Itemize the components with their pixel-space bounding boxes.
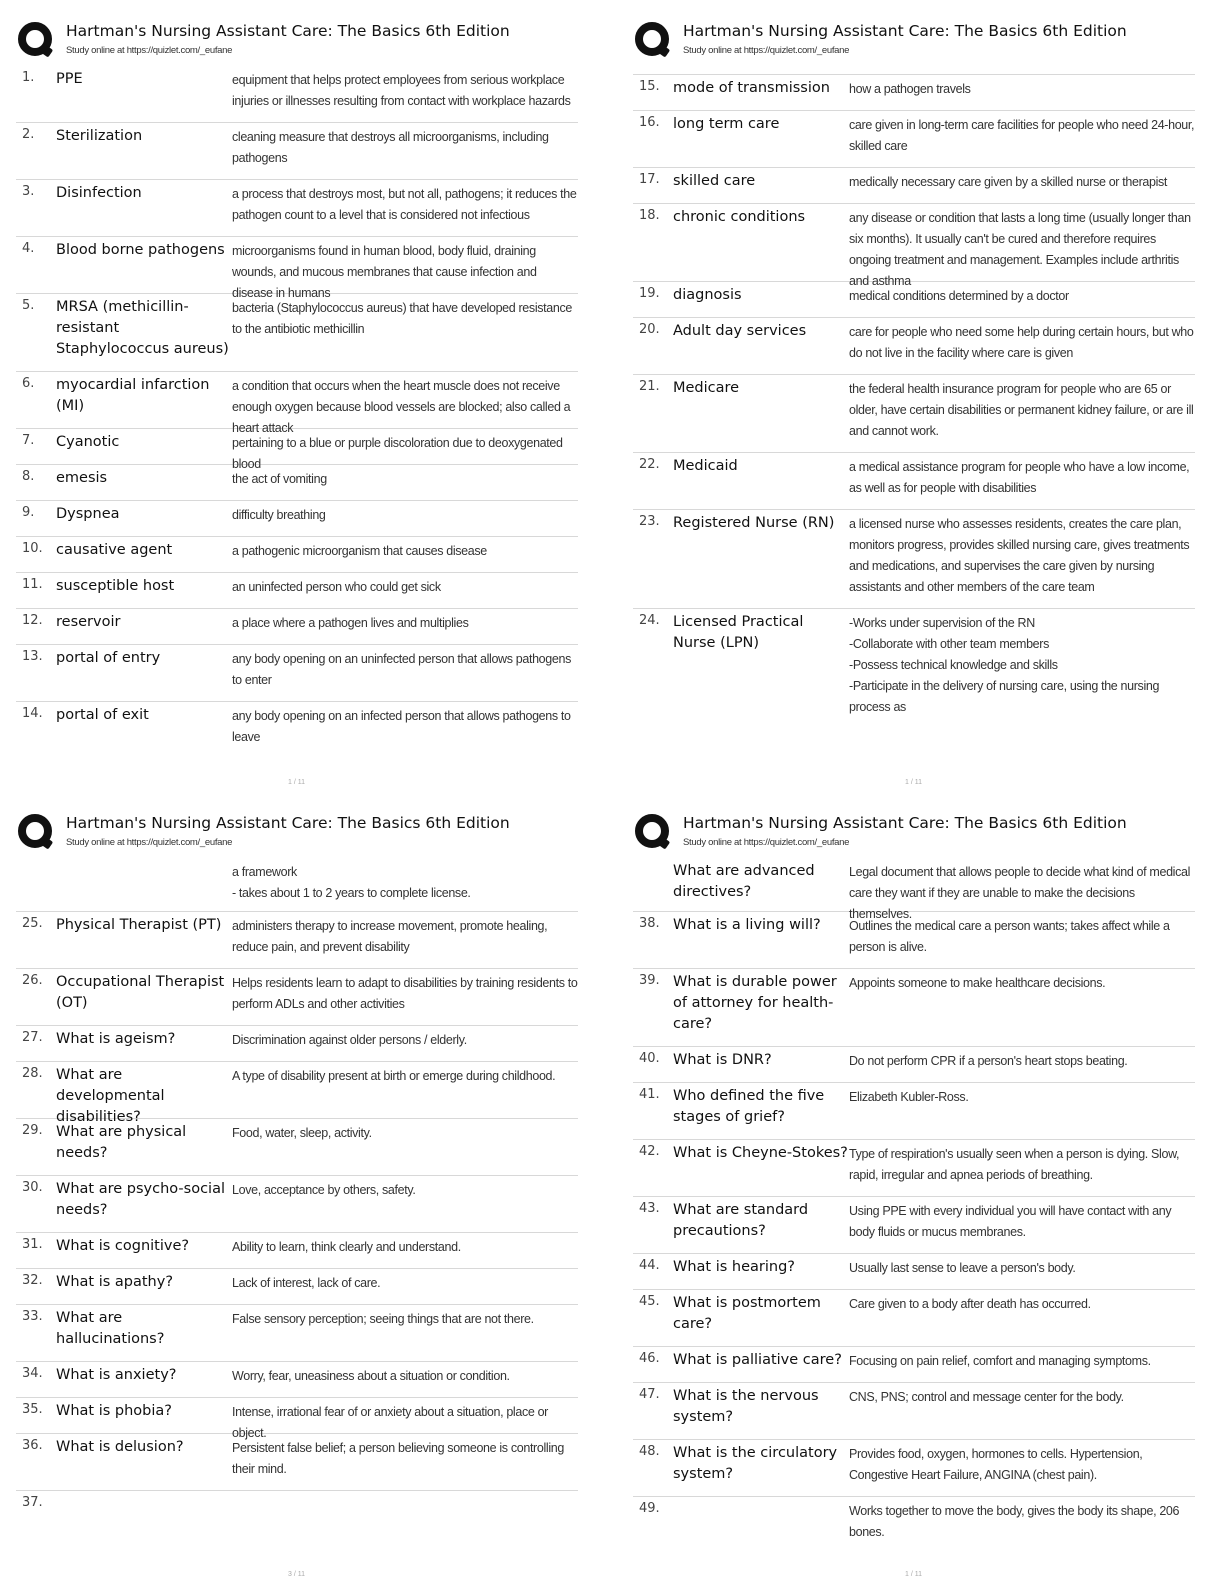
flashcard-list	[633, 66, 1195, 714]
quizlet-logo-icon	[635, 814, 671, 850]
card-number: 19.	[639, 286, 660, 301]
card-term: What is ageism?	[56, 1031, 176, 1047]
flashcard-row	[633, 1197, 1195, 1254]
card-number: 3.	[22, 184, 35, 199]
page-number: 1 / 11	[288, 779, 305, 786]
flashcard-row	[16, 465, 578, 501]
card-term: What are advanced directives?	[673, 863, 815, 900]
card-term: What is cognitive?	[56, 1238, 190, 1254]
study-online-link[interactable]: Study online at https://quizlet.com/_eufane	[66, 837, 233, 848]
card-definition: A type of disability present at birth or emerge during childhood.	[232, 1069, 556, 1083]
card-definition: pertaining to a blue or purple discoloration due to deoxygenated blood	[232, 436, 563, 471]
card-number: 33.	[22, 1309, 43, 1324]
card-number: 20.	[639, 322, 660, 337]
card-number: 37.	[22, 1495, 43, 1510]
card-definition: Care given to a body after death has occurred.	[849, 1297, 1091, 1311]
card-term: Disinfection	[56, 185, 142, 201]
card-term: mode of transmission	[673, 80, 830, 96]
card-number: 34.	[22, 1366, 43, 1381]
card-definition: Helps residents learn to adapt to disabilities by training residents to perform ADLs and other activities	[232, 976, 578, 1011]
card-term: What are hallucinations?	[56, 1310, 165, 1347]
card-definition: Appoints someone to make healthcare decisions.	[849, 976, 1106, 990]
card-term: Sterilization	[56, 128, 143, 144]
flashcard-row	[633, 1254, 1195, 1290]
card-definition: Ability to learn, think clearly and understand.	[232, 1240, 461, 1254]
card-term: Registered Nurse (RN)	[673, 515, 835, 531]
card-number: 8.	[22, 469, 35, 484]
card-term: MRSA (methicillin-resistant Staphylococcus aureus)	[56, 299, 229, 357]
card-number: 14.	[22, 706, 43, 721]
card-number: 18.	[639, 208, 660, 223]
card-number: 7.	[22, 433, 35, 448]
top-divider	[633, 66, 1195, 75]
card-number: 47.	[639, 1387, 660, 1402]
flashcard-row	[16, 123, 578, 180]
card-number: 38.	[639, 916, 660, 931]
flashcard-list	[16, 66, 578, 744]
card-term: chronic conditions	[673, 209, 806, 225]
card-definition: microorganisms found in human blood, body fluid, draining wounds, and mucous membranes that cause infection and disease in humans	[232, 244, 537, 300]
card-number: 12.	[22, 613, 43, 628]
card-definition: difficulty breathing	[232, 508, 326, 522]
card-term: Who defined the five stages of grief?	[673, 1088, 825, 1125]
card-term: What is postmortem care?	[673, 1295, 821, 1332]
card-definition: Lack of interest, lack of care.	[232, 1276, 381, 1290]
card-term: portal of exit	[56, 707, 149, 723]
card-term: Licensed Practical Nurse (LPN)	[673, 614, 804, 651]
card-number: 23.	[639, 514, 660, 529]
document-title: Hartman's Nursing Assistant Care: The Basics 6th Edition	[66, 22, 510, 40]
card-term: What is hearing?	[673, 1259, 795, 1275]
flashcard-row	[16, 702, 578, 744]
flashcard-row	[16, 1434, 578, 1491]
card-definition: administers therapy to increase movement, promote healing, reduce pain, and prevent disability	[232, 919, 548, 954]
flashcard-list	[16, 858, 578, 1539]
card-term: What is apathy?	[56, 1274, 174, 1290]
card-number: 5.	[22, 298, 35, 313]
document-title: Hartman's Nursing Assistant Care: The Basics 6th Edition	[683, 814, 1127, 832]
card-term: PPE	[56, 71, 83, 87]
card-definition: care given in long-term care facilities for people who need 24-hour, skilled care	[849, 118, 1195, 153]
card-term: What are physical needs?	[56, 1124, 187, 1161]
quizlet-logo-icon	[635, 22, 671, 58]
study-online-link[interactable]: Study online at https://quizlet.com/_eufane	[683, 45, 850, 56]
flashcard-row	[633, 111, 1195, 168]
card-term: Medicaid	[673, 458, 738, 474]
document-title: Hartman's Nursing Assistant Care: The Basics 6th Edition	[683, 22, 1127, 40]
quizlet-logo-icon	[18, 814, 54, 850]
card-number: 28.	[22, 1066, 43, 1081]
card-number: 2.	[22, 127, 35, 142]
card-definition: Usually last sense to leave a person's body.	[849, 1261, 1076, 1275]
card-definition: a licensed nurse who assesses residents, creates the care plan, monitors progress, provides skilled nursing care, gives treatments and medications, and supervises the care given by nursing assistants and other members of the care team	[849, 517, 1190, 594]
card-number: 44.	[639, 1258, 660, 1273]
card-term: portal of entry	[56, 650, 161, 666]
card-number: 41.	[639, 1087, 660, 1102]
card-term: What is a living will?	[673, 917, 821, 933]
flashcard-row	[16, 1305, 578, 1362]
card-number: 30.	[22, 1180, 43, 1195]
card-definition: equipment that helps protect employees from serious workplace injuries or illnesses resulting from contact with workplace hazards	[232, 73, 571, 108]
card-number: 48.	[639, 1444, 660, 1459]
card-number: 9.	[22, 505, 35, 520]
card-definition: the federal health insurance program for people who are 65 or older, have certain disabilities or permanent kidney failure, or are ill and cannot work.	[849, 382, 1194, 438]
flashcard-row	[633, 1047, 1195, 1083]
card-term: What is delusion?	[56, 1439, 184, 1455]
page-4	[633, 812, 1213, 1582]
card-definition: Worry, fear, uneasiness about a situation or condition.	[232, 1369, 510, 1383]
flashcard-row	[16, 501, 578, 537]
page-header	[16, 812, 596, 858]
card-term: What are psycho-social needs?	[56, 1181, 225, 1218]
card-definition: Discrimination against older persons / elderly.	[232, 1033, 467, 1047]
flashcard-row	[16, 1233, 578, 1269]
flashcard-row	[16, 1398, 578, 1440]
flashcard-row	[16, 1026, 578, 1062]
card-definition: Love, acceptance by others, safety.	[232, 1183, 416, 1197]
card-definition: any body opening on an uninfected person that allows pathogens to enter	[232, 652, 571, 687]
card-definition: Food, water, sleep, activity.	[232, 1126, 372, 1140]
flashcard-row	[16, 645, 578, 702]
card-term: susceptible host	[56, 578, 175, 594]
card-number: 49.	[639, 1501, 660, 1516]
card-definition: -Works under supervision of the RN -Collaborate with other team members -Possess technical knowledge and skills -Participate in the delivery of nursing care, using the nursing process as	[849, 616, 1160, 714]
page-header	[16, 20, 596, 66]
card-number: 25.	[22, 916, 43, 931]
flashcard-row	[16, 609, 578, 645]
flashcard-row	[16, 1362, 578, 1398]
flashcard-row	[16, 66, 578, 123]
card-term: Cyanotic	[56, 434, 120, 450]
card-term: What are standard precautions?	[673, 1202, 809, 1239]
card-term: What is phobia?	[56, 1403, 172, 1419]
card-definition: Do not perform CPR if a person's heart stops beating.	[849, 1054, 1128, 1068]
card-term: Occupational Therapist (OT)	[56, 974, 225, 1011]
page-number: 1 / 11	[905, 779, 922, 786]
flashcard-row	[633, 912, 1195, 969]
card-term: Medicare	[673, 380, 740, 396]
page-3	[16, 812, 596, 1582]
card-term: long term care	[673, 116, 780, 132]
study-online-link[interactable]: Study online at https://quizlet.com/_eufane	[66, 45, 233, 56]
card-term: reservoir	[56, 614, 121, 630]
card-term: diagnosis	[673, 287, 742, 303]
study-online-link[interactable]: Study online at https://quizlet.com/_eufane	[683, 837, 850, 848]
card-number: 26.	[22, 973, 43, 988]
card-number: 29.	[22, 1123, 43, 1138]
card-number: 6.	[22, 376, 35, 391]
flashcard-row	[16, 1062, 578, 1125]
page-1	[16, 20, 596, 790]
card-number: 43.	[639, 1201, 660, 1216]
card-definition: Elizabeth Kubler-Ross.	[849, 1090, 969, 1104]
card-number: 27.	[22, 1030, 43, 1045]
card-definition: Provides food, oxygen, hormones to cells. Hypertension, Congestive Heart Failure, ANGINA (chest pain).	[849, 1447, 1143, 1482]
flashcard-row	[633, 168, 1195, 204]
card-definition: bacteria (Staphylococcus aureus) that have developed resistance to the antibiotic methicillin	[232, 301, 572, 336]
card-number: 15.	[639, 79, 660, 94]
card-definition: any disease or condition that lasts a long time (usually longer than six months). It usually can't be cured and therefore requires ongoing treatment and management. Examples include arthritis and asthma	[849, 211, 1191, 288]
card-term: What is the circulatory system?	[673, 1445, 838, 1482]
card-number: 24.	[639, 613, 660, 628]
card-term: emesis	[56, 470, 108, 486]
card-definition: medically necessary care given by a skilled nurse or therapist	[849, 175, 1168, 189]
document-title: Hartman's Nursing Assistant Care: The Basics 6th Edition	[66, 814, 510, 832]
page-header	[633, 20, 1213, 66]
flashcard-row	[16, 912, 578, 969]
card-definition: CNS, PNS; control and message center for the body.	[849, 1390, 1124, 1404]
flashcard-row	[633, 375, 1195, 453]
card-definition: how a pathogen travels	[849, 82, 971, 96]
card-term: causative agent	[56, 542, 173, 558]
card-term: Blood borne pathogens	[56, 242, 225, 258]
card-definition: Intense, irrational fear of or anxiety about a situation, place or object.	[232, 1405, 548, 1440]
flashcard-row	[633, 1083, 1195, 1140]
quizlet-logo-icon	[18, 22, 54, 58]
card-definition: medical conditions determined by a doctor	[849, 289, 1069, 303]
flashcard-row	[16, 180, 578, 237]
card-definition: a medical assistance program for people who have a low income, as well as for people with disabilities	[849, 460, 1190, 495]
card-definition: Legal document that allows people to decide what kind of medical care they want if they are unable to make the decisions themselves.	[849, 865, 1191, 921]
card-definition: Works together to move the body, gives the body its shape, 206 bones.	[849, 1504, 1180, 1539]
page-number: 1 / 11	[905, 1571, 922, 1578]
card-number: 4.	[22, 241, 35, 256]
card-definition: any body opening on an infected person that allows pathogens to leave	[232, 709, 571, 744]
flashcard-row	[633, 1383, 1195, 1440]
flashcard-row	[16, 969, 578, 1026]
flashcard-row	[16, 573, 578, 609]
card-term: What is anxiety?	[56, 1367, 177, 1383]
card-term: What is the nervous system?	[673, 1388, 819, 1425]
flashcard-row	[16, 429, 578, 471]
card-definition: Focusing on pain relief, comfort and managing symptoms.	[849, 1354, 1151, 1368]
card-definition: a condition that occurs when the heart muscle does not receive enough oxygen because blood vessels are blocked; also called a heart attack	[232, 379, 571, 435]
flashcard-row	[633, 204, 1195, 288]
card-number: 11.	[22, 577, 43, 592]
card-definition: a framework - takes about 1 to 2 years to complete license.	[232, 865, 471, 900]
card-term: What is Cheyne-Stokes?	[673, 1145, 848, 1161]
card-number: 36.	[22, 1438, 43, 1453]
card-definition: Persistent false belief; a person believing someone is controlling their mind.	[232, 1441, 564, 1476]
card-number: 31.	[22, 1237, 43, 1252]
card-number: 35.	[22, 1402, 43, 1417]
card-definition: Outlines the medical care a person wants; takes affect while a person is alive.	[849, 919, 1170, 954]
flashcard-row	[633, 282, 1195, 318]
flashcard-row	[633, 858, 1195, 921]
card-definition: False sensory perception; seeing things that are not there.	[232, 1312, 534, 1326]
card-number: 40.	[639, 1051, 660, 1066]
card-term: myocardial infarction (MI)	[56, 377, 210, 414]
card-term: Dyspnea	[56, 506, 120, 522]
flashcard-row	[633, 1290, 1195, 1347]
card-number: 42.	[639, 1144, 660, 1159]
flashcard-row	[16, 1491, 578, 1539]
card-term: Adult day services	[673, 323, 807, 339]
card-number: 1.	[22, 70, 35, 85]
card-definition: cleaning measure that destroys all microorganisms, including pathogens	[232, 130, 549, 165]
card-definition: Type of respiration's usually seen when a person is dying. Slow, rapid, irregular and apnea periods of breathing.	[849, 1147, 1180, 1182]
card-definition: a pathogenic microorganism that causes disease	[232, 544, 487, 558]
card-number: 17.	[639, 172, 660, 187]
page-number: 3 / 11	[288, 1571, 305, 1578]
card-number: 22.	[639, 457, 660, 472]
flashcard-row	[633, 1440, 1195, 1497]
flashcard-row	[633, 1140, 1195, 1197]
card-number: 46.	[639, 1351, 660, 1366]
card-term: What is DNR?	[673, 1052, 772, 1068]
card-definition: the act of vomiting	[232, 472, 327, 486]
card-term: What is durable power of attorney for health-care?	[673, 974, 837, 1032]
card-number: 16.	[639, 115, 660, 130]
card-number: 21.	[639, 379, 660, 394]
card-number: 13.	[22, 649, 43, 664]
flashcard-row	[633, 1497, 1195, 1537]
flashcard-row	[16, 1269, 578, 1305]
card-number: 10.	[22, 541, 43, 556]
flashcard-row	[16, 294, 578, 372]
flashcard-row	[633, 318, 1195, 375]
card-term: skilled care	[673, 173, 756, 189]
flashcard-row	[633, 75, 1195, 111]
card-number: 45.	[639, 1294, 660, 1309]
card-number: 39.	[639, 973, 660, 988]
flashcard-row	[16, 1119, 578, 1176]
flashcard-row	[16, 1176, 578, 1233]
flashcard-row	[16, 858, 578, 912]
flashcard-list	[633, 858, 1195, 1537]
card-term: Physical Therapist (PT)	[56, 917, 222, 933]
card-term: What are developmental disabilities?	[56, 1067, 165, 1125]
card-number: 32.	[22, 1273, 43, 1288]
card-term: What is palliative care?	[673, 1352, 842, 1368]
flashcard-row	[633, 609, 1195, 714]
flashcard-row	[16, 237, 578, 300]
card-definition: an uninfected person who could get sick	[232, 580, 441, 594]
card-definition: Using PPE with every individual you will have contact with any body fluids or mucus membranes.	[849, 1204, 1172, 1239]
page-2	[633, 20, 1213, 790]
flashcard-row	[633, 1347, 1195, 1383]
flashcard-row	[16, 372, 578, 435]
flashcard-row	[16, 537, 578, 573]
card-definition: a place where a pathogen lives and multiplies	[232, 616, 469, 630]
card-definition: care for people who need some help during certain hours, but who do not live in the facility where care is given	[849, 325, 1194, 360]
flashcard-row	[633, 969, 1195, 1047]
page-header	[633, 812, 1213, 858]
flashcard-row	[633, 453, 1195, 510]
flashcard-row	[633, 510, 1195, 609]
card-definition: a process that destroys most, but not all, pathogens; it reduces the pathogen count to a level that is considered not infectious	[232, 187, 577, 222]
